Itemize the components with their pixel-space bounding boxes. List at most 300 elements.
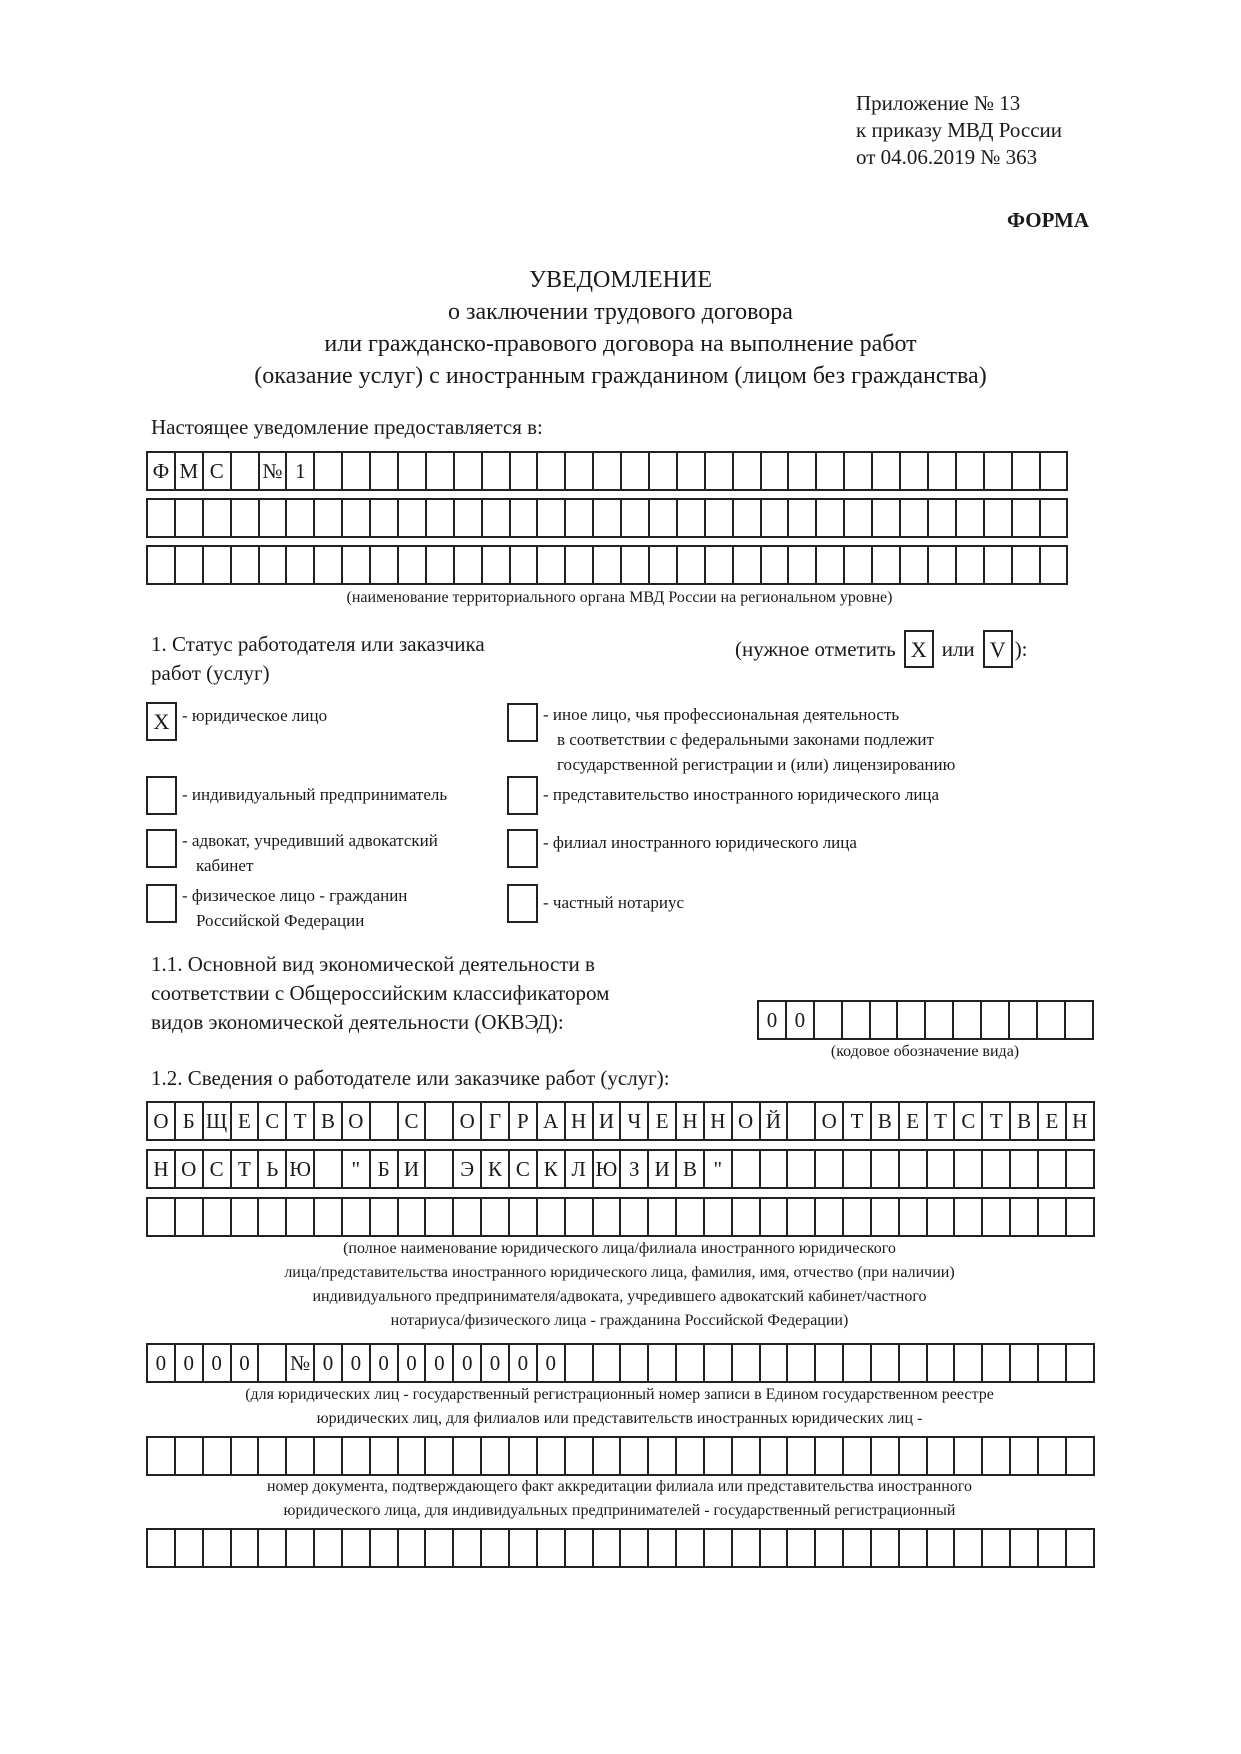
option-lawyer-checkbox[interactable] [146,829,177,868]
grid-cell[interactable] [511,451,539,491]
grid-cell[interactable] [817,498,845,538]
grid-cell[interactable]: В [315,1101,343,1141]
grid-cell[interactable]: Т [928,1101,956,1141]
grid-cell[interactable] [511,545,539,585]
grid-cell[interactable] [399,545,427,585]
grid-cell[interactable] [871,1000,899,1040]
grid-cell[interactable]: О [148,1101,176,1141]
grid-cell[interactable]: Ю [594,1149,622,1189]
grid-cell[interactable] [900,1149,928,1189]
grid-cell[interactable] [148,1528,176,1568]
option-representation-checkbox[interactable] [507,776,538,815]
grid-cell[interactable]: А [538,1101,566,1141]
grid-cell[interactable] [621,1343,649,1383]
grid-cell[interactable] [649,1528,677,1568]
option-legal-entity-checkbox[interactable]: X [146,702,177,741]
grid-cell[interactable]: 0 [482,1343,510,1383]
grid-cell[interactable]: Т [287,1101,315,1141]
grid-cell[interactable] [872,1343,900,1383]
grid-cell[interactable] [705,1197,733,1237]
grid-cell[interactable] [983,1149,1011,1189]
grid-cell[interactable] [734,498,762,538]
option-licensed-person-checkbox[interactable] [507,703,538,742]
grid-cell[interactable] [343,451,371,491]
grid-cell[interactable] [622,498,650,538]
grid-cell[interactable] [426,1101,454,1141]
grid-cell[interactable] [1039,1343,1067,1383]
grid-cell[interactable] [706,545,734,585]
grid-cell[interactable]: Е [1039,1101,1067,1141]
grid-cell[interactable] [983,1343,1011,1383]
grid-cell[interactable] [148,498,176,538]
grid-cell[interactable] [788,1528,816,1568]
grid-cell[interactable]: К [538,1149,566,1189]
grid-cell[interactable]: Е [649,1101,677,1141]
grid-cell[interactable] [816,1528,844,1568]
grid-cell[interactable] [789,498,817,538]
grid-cell[interactable] [983,1528,1011,1568]
grid-cell[interactable] [900,1528,928,1568]
grid-cell[interactable] [371,1197,399,1237]
grid-cell[interactable] [566,498,594,538]
grid-cell[interactable] [204,545,232,585]
grid-cell[interactable] [957,545,985,585]
grid-cell[interactable] [761,1528,789,1568]
grid-cell[interactable] [1011,1149,1039,1189]
grid-cell[interactable] [1013,498,1041,538]
grid-cell[interactable] [566,1197,594,1237]
grid-cell[interactable] [426,1528,454,1568]
grid-cell[interactable]: И [649,1149,677,1189]
grid-cell[interactable] [148,1436,176,1476]
grid-cell[interactable] [844,1197,872,1237]
grid-cell[interactable] [176,545,204,585]
grid-cell[interactable] [928,1528,956,1568]
grid-cell[interactable] [483,451,511,491]
grid-cell[interactable]: Г [482,1101,510,1141]
grid-cell[interactable] [650,498,678,538]
grid-cell[interactable] [1067,1149,1095,1189]
grid-cell[interactable] [204,1436,232,1476]
grid-cell[interactable]: С [955,1101,983,1141]
grid-cell[interactable] [315,1528,343,1568]
grid-cell[interactable] [510,1436,538,1476]
grid-cell[interactable] [845,451,873,491]
grid-cell[interactable] [929,545,957,585]
grid-cell[interactable]: Ф [148,451,176,491]
grid-cell[interactable] [427,451,455,491]
grid-cell[interactable] [232,451,260,491]
grid-cell[interactable] [176,1528,204,1568]
grid-cell[interactable] [259,1528,287,1568]
grid-cell[interactable] [259,1197,287,1237]
grid-cell[interactable] [371,1101,399,1141]
grid-cell[interactable] [985,451,1013,491]
grid-cell[interactable] [816,1197,844,1237]
grid-cell[interactable]: С [204,451,232,491]
grid-cell[interactable] [733,1149,761,1189]
grid-cell[interactable] [176,498,204,538]
grid-cell[interactable]: Т [844,1101,872,1141]
option-citizen-checkbox[interactable] [146,884,177,923]
grid-cell[interactable] [843,1000,871,1040]
grid-cell[interactable] [817,451,845,491]
grid-cell[interactable] [816,1436,844,1476]
grid-cell[interactable] [762,451,790,491]
grid-cell[interactable] [482,1197,510,1237]
grid-cell[interactable] [371,451,399,491]
grid-cell[interactable]: Й [761,1101,789,1141]
grid-cell[interactable] [815,1000,843,1040]
grid-cell[interactable] [983,1436,1011,1476]
grid-cell[interactable] [762,545,790,585]
grid-cell[interactable] [538,498,566,538]
grid-cell[interactable] [650,545,678,585]
grid-cell[interactable] [594,451,622,491]
grid-cell[interactable]: 0 [343,1343,371,1383]
grid-cell[interactable] [900,1197,928,1237]
grid-cell[interactable]: Л [566,1149,594,1189]
grid-cell[interactable] [788,1149,816,1189]
grid-cell[interactable] [788,1101,816,1141]
grid-cell[interactable] [1013,451,1041,491]
grid-cell[interactable] [287,545,315,585]
grid-cell[interactable] [901,545,929,585]
grid-cell[interactable] [1041,545,1069,585]
option-branch-checkbox[interactable] [507,829,538,868]
grid-cell[interactable] [287,498,315,538]
grid-cell[interactable] [232,1197,260,1237]
grid-cell[interactable] [315,545,343,585]
grid-cell[interactable] [788,1436,816,1476]
grid-cell[interactable] [872,1528,900,1568]
grid-cell[interactable] [232,1436,260,1476]
grid-cell[interactable] [566,1528,594,1568]
grid-cell[interactable] [594,498,622,538]
grid-cell[interactable] [371,1436,399,1476]
grid-cell[interactable]: О [733,1101,761,1141]
grid-cell[interactable] [454,1528,482,1568]
grid-cell[interactable] [957,498,985,538]
grid-cell[interactable] [315,1197,343,1237]
grid-cell[interactable]: Н [705,1101,733,1141]
grid-cell[interactable] [678,498,706,538]
grid-cell[interactable] [566,1343,594,1383]
grid-cell[interactable] [788,1197,816,1237]
grid-cell[interactable] [928,1149,956,1189]
grid-cell[interactable] [872,1197,900,1237]
grid-cell[interactable] [511,498,539,538]
grid-cell[interactable] [176,1436,204,1476]
grid-cell[interactable] [982,1000,1010,1040]
grid-cell[interactable] [1039,1528,1067,1568]
grid-cell[interactable] [148,1197,176,1237]
grid-cell[interactable]: И [399,1149,427,1189]
grid-cell[interactable] [678,545,706,585]
grid-cell[interactable] [733,1197,761,1237]
grid-cell[interactable] [538,451,566,491]
grid-cell[interactable]: 0 [759,1000,787,1040]
grid-cell[interactable]: " [705,1149,733,1189]
grid-cell[interactable] [985,498,1013,538]
grid-cell[interactable] [455,451,483,491]
grid-cell[interactable] [399,1528,427,1568]
grid-cell[interactable]: 0 [315,1343,343,1383]
grid-cell[interactable] [399,498,427,538]
grid-cell[interactable] [482,1436,510,1476]
grid-cell[interactable] [399,451,427,491]
grid-cell[interactable] [929,498,957,538]
grid-cell[interactable] [1067,1343,1095,1383]
grid-cell[interactable] [315,1149,343,1189]
grid-cell[interactable] [844,1149,872,1189]
grid-cell[interactable]: Е [232,1101,260,1141]
grid-cell[interactable] [677,1528,705,1568]
grid-cell[interactable] [706,451,734,491]
grid-cell[interactable] [650,451,678,491]
grid-cell[interactable]: Т [232,1149,260,1189]
grid-cell[interactable]: 0 [454,1343,482,1383]
grid-cell[interactable]: 0 [232,1343,260,1383]
grid-cell[interactable] [928,1436,956,1476]
grid-cell[interactable] [1039,1436,1067,1476]
grid-cell[interactable] [678,451,706,491]
grid-cell[interactable] [538,1528,566,1568]
grid-cell[interactable] [148,545,176,585]
grid-cell[interactable]: В [1011,1101,1039,1141]
grid-cell[interactable] [872,1436,900,1476]
grid-cell[interactable]: № [287,1343,315,1383]
grid-cell[interactable] [789,545,817,585]
grid-cell[interactable] [816,1149,844,1189]
grid-cell[interactable] [1039,1149,1067,1189]
grid-cell[interactable] [538,545,566,585]
grid-cell[interactable] [176,1197,204,1237]
grid-cell[interactable] [1067,1436,1095,1476]
grid-cell[interactable] [426,1197,454,1237]
grid-cell[interactable] [426,1436,454,1476]
grid-cell[interactable] [844,1528,872,1568]
grid-cell[interactable] [734,545,762,585]
grid-cell[interactable]: О [343,1101,371,1141]
grid-cell[interactable] [649,1197,677,1237]
grid-cell[interactable] [482,1528,510,1568]
grid-cell[interactable] [955,1197,983,1237]
grid-cell[interactable]: " [343,1149,371,1189]
grid-cell[interactable] [1011,1197,1039,1237]
grid-cell[interactable] [455,498,483,538]
grid-cell[interactable] [260,498,288,538]
grid-cell[interactable] [315,498,343,538]
grid-cell[interactable] [566,1436,594,1476]
grid-cell[interactable] [734,451,762,491]
grid-cell[interactable] [733,1528,761,1568]
grid-cell[interactable]: Б [176,1101,204,1141]
grid-cell[interactable] [901,451,929,491]
grid-cell[interactable] [343,1197,371,1237]
grid-cell[interactable] [287,1528,315,1568]
grid-cell[interactable]: Н [566,1101,594,1141]
grid-cell[interactable]: М [176,451,204,491]
grid-cell[interactable]: В [872,1101,900,1141]
grid-cell[interactable] [510,1528,538,1568]
grid-cell[interactable] [594,1343,622,1383]
grid-cell[interactable] [566,451,594,491]
grid-cell[interactable]: Н [148,1149,176,1189]
grid-cell[interactable] [929,451,957,491]
grid-cell[interactable] [1011,1343,1039,1383]
grid-cell[interactable] [426,1149,454,1189]
grid-cell[interactable]: С [259,1101,287,1141]
grid-cell[interactable]: Ч [621,1101,649,1141]
grid-cell[interactable]: 0 [371,1343,399,1383]
grid-cell[interactable] [761,1436,789,1476]
grid-cell[interactable]: З [621,1149,649,1189]
grid-cell[interactable] [260,545,288,585]
grid-cell[interactable] [901,498,929,538]
grid-cell[interactable] [761,1149,789,1189]
grid-cell[interactable] [343,498,371,538]
grid-cell[interactable] [733,1343,761,1383]
grid-cell[interactable] [844,1436,872,1476]
grid-cell[interactable] [900,1436,928,1476]
grid-cell[interactable]: С [399,1101,427,1141]
grid-cell[interactable] [204,1528,232,1568]
grid-cell[interactable] [594,545,622,585]
grid-cell[interactable] [454,1197,482,1237]
grid-cell[interactable] [399,1436,427,1476]
grid-cell[interactable] [872,1149,900,1189]
grid-cell[interactable]: № [260,451,288,491]
grid-cell[interactable] [232,498,260,538]
grid-cell[interactable] [483,545,511,585]
grid-cell[interactable] [1067,1528,1095,1568]
grid-cell[interactable]: С [510,1149,538,1189]
grid-cell[interactable] [649,1436,677,1476]
grid-cell[interactable] [955,1436,983,1476]
grid-cell[interactable]: Е [900,1101,928,1141]
grid-cell[interactable]: Б [371,1149,399,1189]
grid-cell[interactable] [677,1436,705,1476]
grid-cell[interactable]: 0 [399,1343,427,1383]
grid-cell[interactable] [1041,451,1069,491]
grid-cell[interactable] [1011,1528,1039,1568]
grid-cell[interactable]: 0 [426,1343,454,1383]
grid-cell[interactable] [900,1343,928,1383]
grid-cell[interactable] [955,1343,983,1383]
grid-cell[interactable] [706,498,734,538]
grid-cell[interactable] [343,1436,371,1476]
grid-cell[interactable] [789,451,817,491]
grid-cell[interactable]: Ь [259,1149,287,1189]
grid-cell[interactable] [315,1436,343,1476]
grid-cell[interactable] [955,1528,983,1568]
grid-cell[interactable] [873,451,901,491]
grid-cell[interactable]: О [816,1101,844,1141]
grid-cell[interactable] [1066,1000,1094,1040]
grid-cell[interactable] [594,1528,622,1568]
grid-cell[interactable] [259,1436,287,1476]
grid-cell[interactable]: 0 [538,1343,566,1383]
grid-cell[interactable] [705,1436,733,1476]
grid-cell[interactable] [343,1528,371,1568]
grid-cell[interactable] [733,1436,761,1476]
grid-cell[interactable] [371,1528,399,1568]
grid-cell[interactable] [873,545,901,585]
grid-cell[interactable]: Т [983,1101,1011,1141]
grid-cell[interactable] [1067,1197,1095,1237]
grid-cell[interactable]: 1 [287,451,315,491]
grid-cell[interactable] [483,498,511,538]
grid-cell[interactable] [594,1197,622,1237]
grid-cell[interactable] [677,1197,705,1237]
grid-cell[interactable] [817,545,845,585]
grid-cell[interactable]: Н [1067,1101,1095,1141]
option-notary-checkbox[interactable] [507,884,538,923]
grid-cell[interactable] [761,1343,789,1383]
grid-cell[interactable] [315,451,343,491]
grid-cell[interactable] [232,545,260,585]
grid-cell[interactable] [1038,1000,1066,1040]
grid-cell[interactable]: Щ [204,1101,232,1141]
grid-cell[interactable] [538,1197,566,1237]
grid-cell[interactable]: 0 [510,1343,538,1383]
grid-cell[interactable] [928,1197,956,1237]
grid-cell[interactable] [204,1197,232,1237]
grid-cell[interactable] [926,1000,954,1040]
grid-cell[interactable]: 0 [176,1343,204,1383]
grid-cell[interactable] [427,498,455,538]
grid-cell[interactable] [985,545,1013,585]
grid-cell[interactable] [343,545,371,585]
grid-cell[interactable] [1041,498,1069,538]
grid-cell[interactable] [898,1000,926,1040]
grid-cell[interactable] [621,1528,649,1568]
grid-cell[interactable] [762,498,790,538]
grid-cell[interactable] [538,1436,566,1476]
grid-cell[interactable]: О [454,1101,482,1141]
grid-cell[interactable] [454,1436,482,1476]
option-entrepreneur-checkbox[interactable] [146,776,177,815]
grid-cell[interactable] [1011,1436,1039,1476]
grid-cell[interactable] [955,1149,983,1189]
grid-cell[interactable] [816,1343,844,1383]
grid-cell[interactable]: Э [454,1149,482,1189]
grid-cell[interactable] [399,1197,427,1237]
grid-cell[interactable] [649,1343,677,1383]
grid-cell[interactable] [621,1436,649,1476]
grid-cell[interactable] [287,1436,315,1476]
grid-cell[interactable]: Н [677,1101,705,1141]
grid-cell[interactable] [1013,545,1041,585]
grid-cell[interactable] [427,545,455,585]
grid-cell[interactable] [510,1197,538,1237]
grid-cell[interactable] [204,498,232,538]
grid-cell[interactable] [844,1343,872,1383]
grid-cell[interactable] [1010,1000,1038,1040]
grid-cell[interactable] [621,1197,649,1237]
grid-cell[interactable] [957,451,985,491]
grid-cell[interactable]: 0 [204,1343,232,1383]
grid-cell[interactable]: Ю [287,1149,315,1189]
grid-cell[interactable]: Р [510,1101,538,1141]
grid-cell[interactable]: К [482,1149,510,1189]
grid-cell[interactable] [287,1197,315,1237]
grid-cell[interactable] [845,498,873,538]
grid-cell[interactable] [594,1436,622,1476]
grid-cell[interactable] [954,1000,982,1040]
grid-cell[interactable] [371,545,399,585]
